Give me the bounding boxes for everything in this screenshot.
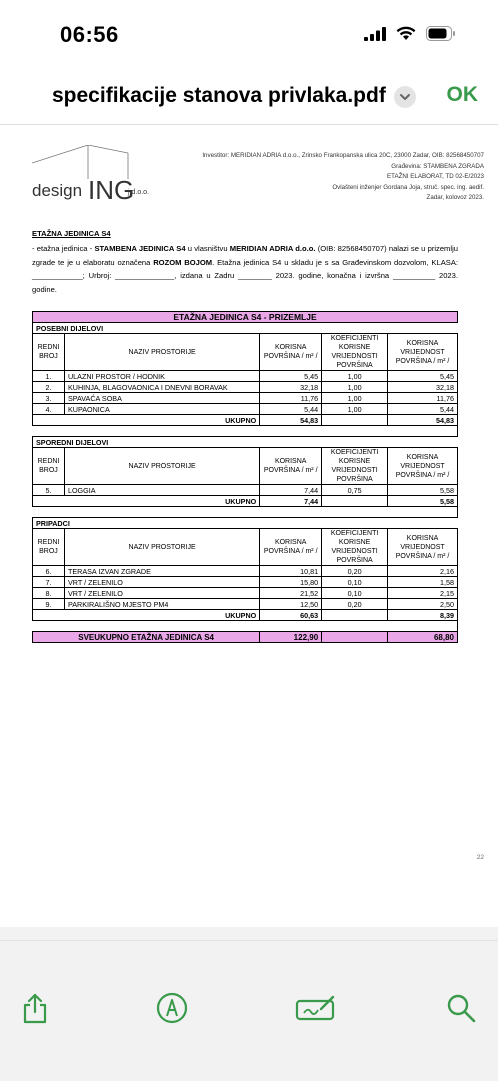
table-row <box>33 393 458 404</box>
ok-button[interactable]: OK <box>446 83 478 106</box>
table-cell: PARKIRALIŠNO MJESTO PM4 <box>64 599 259 610</box>
title-menu-button[interactable] <box>394 86 416 108</box>
table-cell: 7. <box>33 577 65 588</box>
spacer-row <box>33 507 458 518</box>
table-cell: 21,52 <box>260 588 322 599</box>
table-cell: 2,50 <box>388 599 458 610</box>
table-cell: 7,44 <box>260 496 322 507</box>
table-cell: NAZIV PROSTORIJE <box>64 448 259 485</box>
header-line: Građevina: STAMBENA ZGRADA <box>391 162 484 170</box>
chevron-down-icon <box>394 86 416 108</box>
column-header-row <box>33 529 458 566</box>
pdf-page <box>0 125 498 927</box>
table-cell: 2,15 <box>388 588 458 599</box>
intro-text: (OIB: 82568450707) nalazi se u prizemlju zgrade te je u elaboratu označena <box>32 244 458 267</box>
table-cell: 3. <box>33 393 65 404</box>
table-cell: 1,58 <box>388 577 458 588</box>
col-header-naziv: NAZIV PROSTORIJE <box>64 334 259 371</box>
table-cell: 1,00 <box>322 382 388 393</box>
table-cell: 0,20 <box>322 566 388 577</box>
subtotal-row <box>33 610 458 621</box>
table-cell: 11,76 <box>388 393 458 404</box>
share-icon <box>18 991 52 1025</box>
share-button[interactable] <box>18 991 52 1025</box>
document-title[interactable]: specifikacije stanova privlaka.pdf <box>52 84 386 107</box>
table-row <box>33 599 458 610</box>
signature-icon <box>295 991 337 1025</box>
table-cell: 60,63 <box>260 610 322 621</box>
table-cell: 32,18 <box>260 382 322 393</box>
col-header-korisna: KORISNA POVRŠINA / m² / <box>260 334 322 371</box>
table-row <box>33 588 458 599</box>
table-cell: UKUPNO <box>33 415 260 426</box>
table-cell: 10,81 <box>260 566 322 577</box>
intro-text: . Etažna jedinica S4 u skladu je s sa Građevinskom dozvolom, KLASA: ____________; Urbroj: ______________, izdana u Zadru ________ 2023. godine, konačna i izvršna __________ 2023. godine. <box>32 257 458 294</box>
document-header-info <box>144 151 484 204</box>
grand-total-value: 68,80 <box>388 632 458 643</box>
table-cell: REDNI BROJ <box>33 529 65 566</box>
group-title: SPOREDNI DIJELOVI <box>33 437 458 448</box>
table-cell: 12,50 <box>260 599 322 610</box>
search-button[interactable] <box>444 991 478 1025</box>
table-cell: 1,00 <box>322 404 388 415</box>
table-cell: KORISNA VRIJEDNOST POVRŠINA / m² / <box>388 529 458 566</box>
group-header-row <box>33 323 458 334</box>
table-cell <box>33 426 458 437</box>
intro-text: STAMBENA JEDINICA S4 <box>94 244 186 253</box>
table-cell: 7,44 <box>260 485 322 496</box>
header-line: Investitor: MERIDIAN ADRIA d.o.o., Zrinsko Frankopanska ulica 20C, 23000 Zadar, OIB: 82568450707 <box>202 152 484 159</box>
markup-button[interactable] <box>155 991 189 1025</box>
table-cell <box>33 507 458 518</box>
table-cell: 4. <box>33 404 65 415</box>
header-line: Ovlašteni inženjer Gordana Joja, struč. spec. ing. aedif. <box>332 183 484 191</box>
table-cell <box>322 632 388 643</box>
intro-text: u vlasništvu <box>185 244 230 253</box>
intro-text: ROZOM BOJOM <box>153 257 213 267</box>
table-cell: 11,76 <box>260 393 322 404</box>
table-cell: 5,45 <box>388 371 458 382</box>
table-cell <box>322 415 388 426</box>
table-cell: NAZIV PROSTORIJE <box>64 529 259 566</box>
header-line: ETAŽNI ELABORAT, TD 02-E/2023 <box>387 173 484 180</box>
column-header-row <box>33 334 458 371</box>
table-cell: 0,20 <box>322 599 388 610</box>
wifi-icon <box>396 26 416 41</box>
column-header-row <box>33 448 458 485</box>
table-cell: 1. <box>33 371 65 382</box>
logo-text-design: design <box>32 181 83 200</box>
table-cell: TERASA IZVAN ZGRADE <box>64 566 259 577</box>
table-cell: 2,16 <box>388 566 458 577</box>
table-cell: KUHINJA, BLAGOVAONICA I DNEVNI BORAVAK <box>64 382 259 393</box>
bottom-toolbar <box>0 940 498 1081</box>
table-cell: KOEFICIJENTI KORISNE VRIJEDNOSTI POVRŠINA <box>322 529 388 566</box>
col-header-vrijednost: KORISNA VRIJEDNOST POVRŠINA / m² / <box>388 334 458 371</box>
table-cell: 8. <box>33 588 65 599</box>
intro-paragraph <box>32 242 458 296</box>
table-cell <box>33 621 458 632</box>
col-header-redni: REDNI BROJ <box>33 334 65 371</box>
table-cell: SPAVAĆA SOBA <box>64 393 259 404</box>
markup-icon <box>155 991 189 1025</box>
intro-text: - etažna jedinica - <box>32 244 95 253</box>
section-title: ETAŽNA JEDINICA S4 <box>32 229 111 238</box>
table-cell: 5,45 <box>260 371 322 382</box>
table-row <box>33 382 458 393</box>
col-header-koef: KOEFICIJENTI KORISNE VRIJEDNOSTI POVRŠINA <box>322 334 388 371</box>
table-cell <box>322 496 388 507</box>
table-row <box>33 404 458 415</box>
table-row <box>33 371 458 382</box>
table-cell: 1,00 <box>322 371 388 382</box>
signature-button[interactable] <box>295 991 337 1025</box>
table-cell: 5,44 <box>260 404 322 415</box>
specification-table <box>32 311 458 643</box>
logo-text-suffix: j.d.o.o. <box>128 189 150 196</box>
status-icons <box>364 26 456 41</box>
subtotal-row <box>33 415 458 426</box>
table-row <box>33 566 458 577</box>
table-cell: 54,83 <box>388 415 458 426</box>
table-cell: UKUPNO <box>33 610 260 621</box>
table-cell: VRT / ZELENILO <box>64 588 259 599</box>
table-row <box>33 577 458 588</box>
status-time: 06:56 <box>60 22 119 47</box>
spacer-row <box>33 621 458 632</box>
group-header-row <box>33 518 458 529</box>
table-cell: 5,44 <box>388 404 458 415</box>
search-icon <box>444 991 478 1025</box>
table-cell: KOEFICIJENTI KORISNE VRIJEDNOSTI POVRŠINA <box>322 448 388 485</box>
subtotal-row <box>33 496 458 507</box>
table-cell: KUPAONICA <box>64 404 259 415</box>
group-title: POSEBNI DIJELOVI <box>33 323 458 334</box>
signal-icon <box>364 27 386 41</box>
grand-total-row <box>33 632 458 643</box>
table-cell: 6. <box>33 566 65 577</box>
table-cell: REDNI BROJ <box>33 448 65 485</box>
grand-total-label: SVEUKUPNO ETAŽNA JEDINICA S4 <box>33 632 260 643</box>
table-cell <box>322 610 388 621</box>
table-cell: 0,10 <box>322 588 388 599</box>
table-cell: 9. <box>33 599 65 610</box>
table-row <box>33 485 458 496</box>
intro-text: MERIDIAN ADRIA d.o.o. <box>229 244 316 253</box>
table-cell: KORISNA POVRŠINA / m² / <box>260 529 322 566</box>
spacer-row <box>33 426 458 437</box>
table-cell: 0,75 <box>322 485 388 496</box>
table-cell: 5,58 <box>388 496 458 507</box>
group-header-row <box>33 437 458 448</box>
table-cell: LOGGIA <box>64 485 259 496</box>
table-cell: 32,18 <box>388 382 458 393</box>
group-title: PRIPADCI <box>33 518 458 529</box>
header-line: Zadar, kolovoz 2023. <box>426 194 484 201</box>
table-cell: 5,58 <box>388 485 458 496</box>
table-cell: 15,80 <box>260 577 322 588</box>
table-cell: VRT / ZELENILO <box>64 577 259 588</box>
table-title: ETAŽNA JEDINICA S4 - PRIZEMLJE <box>33 312 458 323</box>
logo-text-ing: ING <box>88 175 135 205</box>
grand-total-area: 122,90 <box>260 632 322 643</box>
table-cell: 0,10 <box>322 577 388 588</box>
battery-icon <box>426 26 456 41</box>
table-cell: 5. <box>33 485 65 496</box>
table-cell: ULAZNI PROSTOR / HODNIK <box>64 371 259 382</box>
table-cell: 2. <box>33 382 65 393</box>
table-cell: 8,39 <box>388 610 458 621</box>
table-cell: UKUPNO <box>33 496 260 507</box>
table-cell: 54,83 <box>260 415 322 426</box>
table-cell: KORISNA VRIJEDNOST POVRŠINA / m² / <box>388 448 458 485</box>
table-cell: KORISNA POVRŠINA / m² / <box>260 448 322 485</box>
table-title-row <box>33 312 458 323</box>
status-bar <box>0 0 498 72</box>
page-number: 22 <box>476 854 484 861</box>
table-cell: 1,00 <box>322 393 388 404</box>
document-titlebar <box>0 72 498 125</box>
